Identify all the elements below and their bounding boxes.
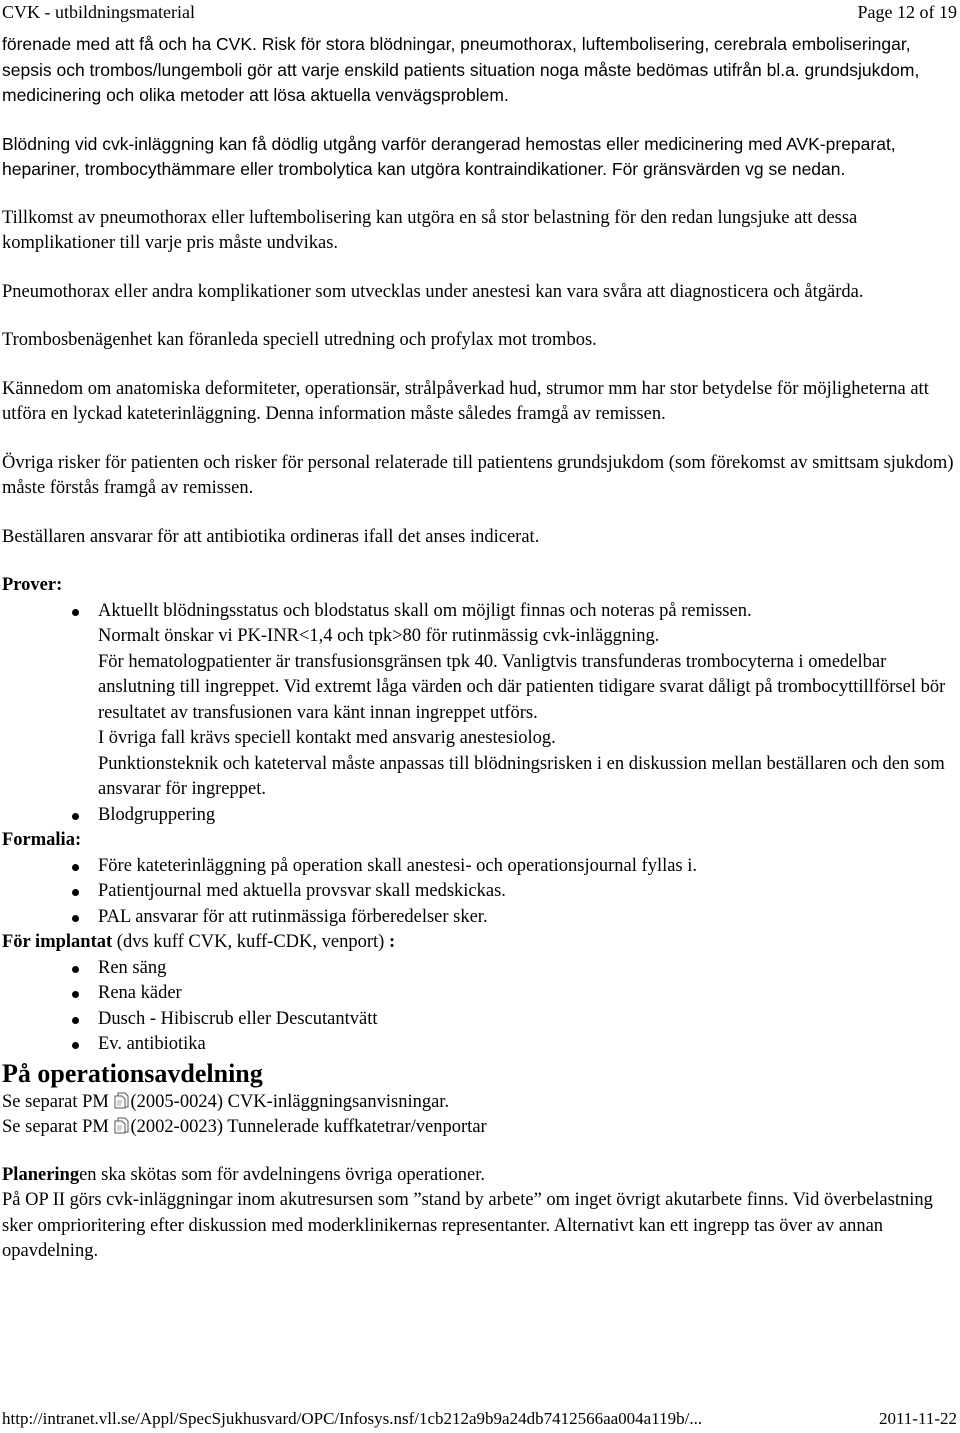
planering-rest: en ska skötas som för avdelningens övriga operationer. xyxy=(79,1164,485,1185)
print-date: 2011-11-22 xyxy=(878,1409,957,1428)
implantat-label-bold: För implantat xyxy=(2,932,113,952)
page-header xyxy=(0,0,960,26)
document-title: CVK - utbildningsmaterial xyxy=(2,2,195,22)
list-item: Patientjournal med aktuella provsvar skall medskickas. xyxy=(98,879,958,905)
list-item: PAL ansvarar för att rutinmässiga förberedelser sker. xyxy=(98,905,958,931)
prover-item-text: Aktuellt blödningsstatus och blodstatus skall om möjligt finnas och noteras på remissen. xyxy=(98,600,752,621)
implantat-label-rest: (dvs kuff CVK, kuff-CDK, venport) xyxy=(112,932,389,952)
implantat-label-colon: : xyxy=(388,932,396,952)
list-item: Ren säng xyxy=(98,956,958,982)
pm-link-text[interactable]: (2002-0023) Tunnelerade kuffkatetrar/venportar xyxy=(130,1117,487,1137)
anatomy-paragraph: Kännedom om anatomiska deformiteter, operationsär, strålpåverkad hud, strumor mm har stor betydelse för möjligheterna att utföra en lyckad kateterinläggning. Denna information måste således framgå av remissen. xyxy=(2,378,929,424)
prover-label: Prover: xyxy=(2,575,63,595)
thrombosis-paragraph: Trombosbenägenhet kan föranleda speciell utredning och profylax mot trombos. xyxy=(2,330,597,350)
implantat-label xyxy=(2,930,958,956)
formalia-list xyxy=(2,854,958,931)
op-ii-paragraph: På OP II görs cvk-inläggningar inom akutresursen som ”stand by arbete” om inget övrigt akutarbete finns. Vid överbelastning sker omprioritering efter diskussion med moderklinikernas representanter. Alternativt kan ett ingrepp tas över av annan opavdelning. xyxy=(2,1190,933,1261)
list-item xyxy=(98,599,958,803)
list-item: Dusch - Hibiscrub eller Descutantvätt xyxy=(98,1007,958,1033)
page-url: http://intranet.vll.se/Appl/SpecSjukhusvard/OPC/Infosys.nsf/1cb212a9b9a24db7412566aa004a119b/... xyxy=(2,1409,703,1428)
antibiotics-paragraph: Beställaren ansvarar för att antibiotika ordineras ifall det anses indicerat. xyxy=(2,526,540,547)
planering-line xyxy=(2,1163,958,1189)
implantat-list xyxy=(2,956,958,1058)
pm-prefix: Se separat PM xyxy=(2,1091,114,1112)
section-heading: På operationsavdelning xyxy=(2,1058,263,1088)
planering-bold: Planering xyxy=(2,1164,80,1185)
list-item: Före kateterinläggning på operation skall anestesi- och operationsjournal fyllas i. xyxy=(98,854,958,880)
bleeding-paragraph: Blödning vid cvk-inläggning kan få dödlig utgång varför derangerad hemostas eller medicinering med AVK-preparat, hepariner, trombocythämmare eller trombolytica kan utgöra kontraindikationer. För gränsvärden vg se nedan. xyxy=(2,133,896,179)
document-link-icon[interactable] xyxy=(114,1117,129,1134)
prover-item-line: För hematologpatienter är transfusionsgränsen tpk 40. Vanligtvis transfunderas trombocyterna i omedelbar anslutning till ingreppet. Vid extremt låga värden och där patienten tidigare svarat dåligt på trombocyttillförsel bör resultatet av transfusionen vara känt innan ingreppet utförs. xyxy=(98,651,946,723)
prover-item-line: Normalt önskar vi PK-INR<1,4 och tpk>80 för rutinmässig cvk-inläggning. xyxy=(98,626,660,646)
list-item: Ev. antibiotika xyxy=(98,1032,958,1058)
page-footer xyxy=(0,1406,960,1432)
prover-list xyxy=(2,599,958,829)
page-number: Page 12 of 19 xyxy=(857,2,957,22)
formalia-label: Formalia: xyxy=(2,830,82,850)
prover-item-line: I övriga fall krävs speciell kontakt med ansvarig anestesiolog. xyxy=(98,728,556,748)
list-item: Blodgruppering xyxy=(98,803,958,829)
intro-paragraph: förenade med att få och ha CVK. Risk för stora blödningar, pneumothorax, luftembolisering, cerebrala emboliseringar, sepsis och trombos/lungemboli gör att varje enskild patients situation noga måste bedömas utifrån bl.a. grundsjukdom, medicinering och olika metoder att lösa aktuella venvägsproblem. xyxy=(2,34,920,105)
document-link-icon[interactable] xyxy=(114,1092,129,1109)
page-content xyxy=(2,32,958,1265)
pm-reference xyxy=(2,1090,958,1116)
prover-item-line: Punktionsteknik och kateterval måste anpassas till blödningsrisken i en diskussion mellan beställaren och den som ansvarar för ingreppet. xyxy=(98,753,945,799)
risks-paragraph: Övriga risker för patienten och risker för personal relaterade till patientens grundsjukdom (som förekomst av smittsam sjukdom) måste förstås framgå av remissen. xyxy=(2,452,954,498)
pm-prefix: Se separat PM xyxy=(2,1117,114,1137)
list-item: Rena käder xyxy=(98,981,958,1007)
pm-link-text[interactable]: (2005-0024) CVK-inläggningsanvisningar. xyxy=(130,1091,450,1112)
pm-reference xyxy=(2,1115,958,1141)
pneumothorax-paragraph: Tillkomst av pneumothorax eller luftembolisering kan utgöra en så stor belastning för den redan lungsjuke att dessa komplikationer till varje pris måste undvikas. xyxy=(2,207,858,253)
anesthesia-paragraph: Pneumothorax eller andra komplikationer som utvecklas under anestesi kan vara svåra att diagnosticera och åtgärda. xyxy=(2,281,864,302)
